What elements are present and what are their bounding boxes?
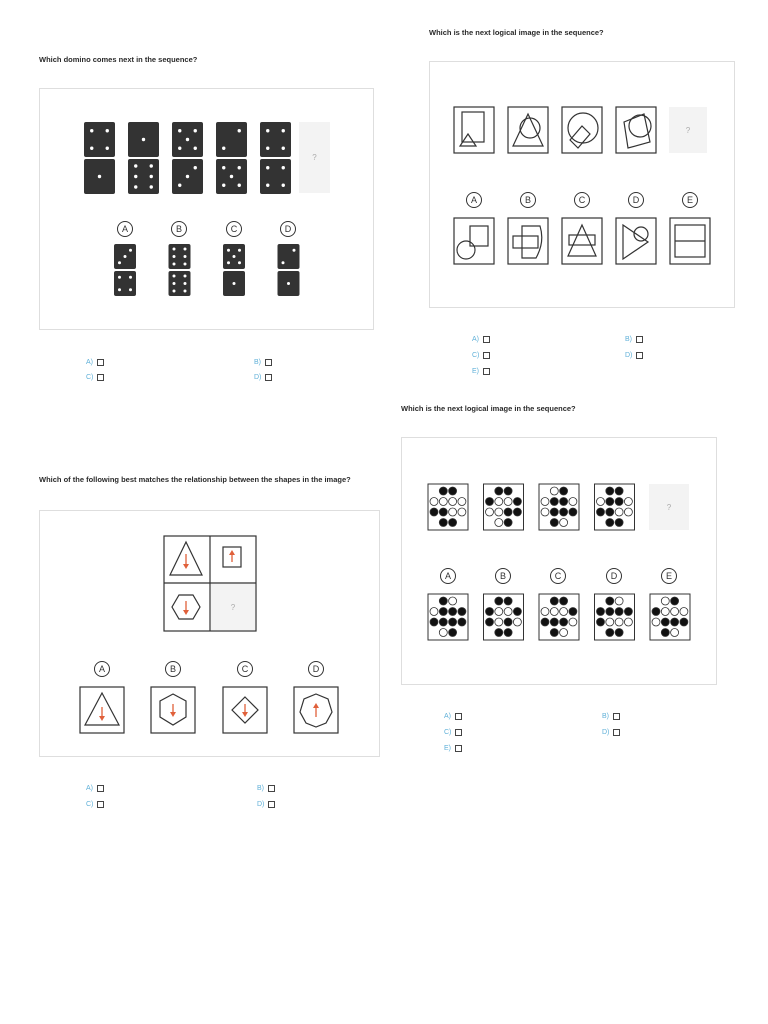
q4-choice-label-c: C [550, 568, 566, 584]
q1-domino-1 [84, 122, 115, 194]
q1-choice-label-d: D [280, 221, 296, 237]
q1-choice-domino-d [278, 244, 300, 296]
q1-answer-a-checkbox[interactable] [97, 359, 104, 366]
q2-answer-a-checkbox[interactable] [483, 336, 490, 343]
q3-answer-c[interactable] [86, 801, 104, 808]
q1-domino-4 [216, 122, 247, 194]
q3-answer-a-label: A) [86, 785, 93, 792]
q4-answer-d-checkbox[interactable] [613, 729, 620, 736]
q1-domino-3 [172, 122, 203, 194]
q2-figure-card [429, 61, 735, 308]
q4-choice-label-e: E [661, 568, 677, 584]
q2-answer-d[interactable] [625, 352, 643, 359]
q4-grid-1 [428, 484, 468, 530]
q1-answer-a[interactable] [86, 359, 104, 366]
q4-missing-grid: ? [649, 484, 689, 530]
q3-figure-card [39, 510, 380, 757]
q4-choice-label-a: A [440, 568, 456, 584]
q3-answer-a[interactable] [86, 785, 104, 792]
q4-answer-c-checkbox[interactable] [455, 729, 462, 736]
q1-answer-c-checkbox[interactable] [97, 374, 104, 381]
q2-choice-label-c: C [574, 192, 590, 208]
q3-answer-d[interactable] [257, 801, 275, 808]
q1-choice-label-b: B [171, 221, 187, 237]
q1-choice-label-c: C [226, 221, 242, 237]
q4-answer-a-label: A) [444, 713, 451, 720]
q4-answer-d[interactable] [602, 729, 620, 736]
q2-answer-d-label: D) [625, 352, 633, 359]
q2-choice-label-e: E [682, 192, 698, 208]
q4-choice-grid-b [484, 594, 524, 640]
q4-answer-e-label: E) [444, 745, 451, 752]
q2-answer-e[interactable] [472, 368, 490, 375]
q4-answer-a-checkbox[interactable] [455, 713, 462, 720]
q4-answer-b[interactable] [602, 713, 620, 720]
q1-domino-5 [260, 122, 291, 194]
q3-missing-shape: ? [211, 584, 255, 630]
q4-choice-grid-a [428, 594, 468, 640]
q4-grid-4 [595, 484, 635, 530]
q1-title: Which domino comes next in the sequence? [39, 55, 198, 64]
q4-dot-grids [402, 438, 718, 686]
q4-answer-e[interactable] [444, 745, 462, 752]
q1-domino-2 [128, 122, 159, 194]
q4-grid-3 [539, 484, 579, 530]
q4-choice-grid-c [539, 594, 579, 640]
q4-answer-e-checkbox[interactable] [455, 745, 462, 752]
q4-title: Which is the next logical image in the sequence? [401, 404, 576, 413]
q2-answer-c[interactable] [472, 352, 490, 359]
q3-answer-c-checkbox[interactable] [97, 801, 104, 808]
q1-figure-card [39, 88, 374, 330]
q3-figures [40, 511, 381, 758]
q1-answer-d-label: D) [254, 374, 262, 381]
q1-answer-b-label: B) [254, 359, 261, 366]
q1-answer-b-checkbox[interactable] [265, 359, 272, 366]
q3-answer-d-label: D) [257, 801, 265, 808]
q3-answer-b[interactable] [257, 785, 275, 792]
q4-answer-a[interactable] [444, 713, 462, 720]
q3-choice-label-a: A [94, 661, 110, 677]
q1-answer-d[interactable] [254, 374, 272, 381]
q4-answer-b-label: B) [602, 713, 609, 720]
q2-answer-b-checkbox[interactable] [636, 336, 643, 343]
q2-figures [430, 62, 736, 309]
q1-answer-c[interactable] [86, 374, 104, 381]
q1-answer-d-checkbox[interactable] [265, 374, 272, 381]
q1-missing-domino: ? [299, 122, 330, 193]
q4-choice-grid-d [595, 594, 635, 640]
q3-answer-c-label: C) [86, 801, 94, 808]
q3-title: Which of the following best matches the relationship between the shapes in the image? [39, 475, 351, 484]
q3-choice-label-d: D [308, 661, 324, 677]
q3-choice-label-c: C [237, 661, 253, 677]
q2-missing-image: ? [669, 107, 707, 153]
q3-choice-label-b: B [165, 661, 181, 677]
q4-choice-label-d: D [606, 568, 622, 584]
q4-answer-d-label: D) [602, 729, 610, 736]
q4-figure-card [401, 437, 717, 685]
q1-choice-domino-a [114, 244, 136, 296]
q4-answer-b-checkbox[interactable] [613, 713, 620, 720]
q1-answer-b[interactable] [254, 359, 272, 366]
q4-answer-c-label: C) [444, 729, 452, 736]
q1-answer-c-label: C) [86, 374, 94, 381]
q4-answer-c[interactable] [444, 729, 462, 736]
q3-answer-d-checkbox[interactable] [268, 801, 275, 808]
q2-choice-label-d: D [628, 192, 644, 208]
q2-answer-e-checkbox[interactable] [483, 368, 490, 375]
q2-answer-a[interactable] [472, 336, 490, 343]
q2-answer-c-checkbox[interactable] [483, 352, 490, 359]
q2-answer-d-checkbox[interactable] [636, 352, 643, 359]
q1-choice-label-a: A [117, 221, 133, 237]
q4-choice-grid-e [650, 594, 690, 640]
q2-answer-e-label: E) [472, 368, 479, 375]
q3-answer-b-label: B) [257, 785, 264, 792]
q3-answer-a-checkbox[interactable] [97, 785, 104, 792]
q1-choice-domino-c [223, 244, 245, 296]
q1-answer-a-label: A) [86, 359, 93, 366]
q2-choice-label-a: A [466, 192, 482, 208]
q2-answer-c-label: C) [472, 352, 480, 359]
q2-title: Which is the next logical image in the sequence? [429, 28, 604, 37]
q4-choice-label-b: B [495, 568, 511, 584]
q1-choice-domino-b [169, 244, 191, 296]
q2-answer-b-label: B) [625, 336, 632, 343]
q3-answer-b-checkbox[interactable] [268, 785, 275, 792]
q2-answer-a-label: A) [472, 336, 479, 343]
q4-grid-2 [484, 484, 524, 530]
q2-answer-b[interactable] [625, 336, 643, 343]
q2-choice-label-b: B [520, 192, 536, 208]
